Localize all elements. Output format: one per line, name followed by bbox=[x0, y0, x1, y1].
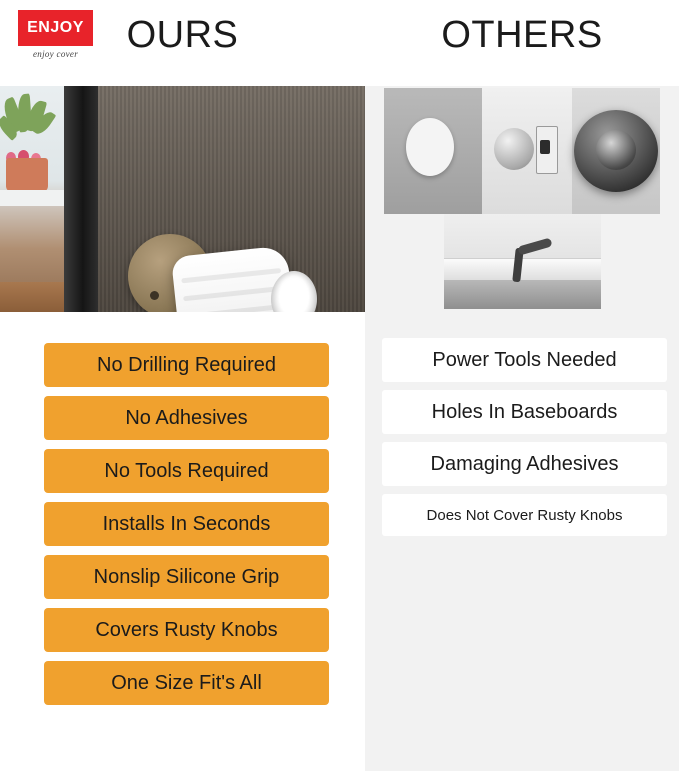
door-frame bbox=[64, 86, 98, 312]
header bbox=[0, 0, 679, 86]
list-item: Power Tools Needed bbox=[382, 338, 667, 382]
ours-feature-list bbox=[44, 343, 329, 714]
door-stop bbox=[510, 242, 556, 282]
list-item: Holes In Baseboards bbox=[382, 390, 667, 434]
list-item: Does Not Cover Rusty Knobs bbox=[382, 494, 667, 536]
list-item: One Size Fit's All bbox=[44, 661, 329, 705]
list-item: Installs In Seconds bbox=[44, 502, 329, 546]
list-item: Damaging Adhesives bbox=[382, 442, 667, 486]
others-doorstop-photo bbox=[444, 214, 601, 309]
logo-text: ENJOY bbox=[27, 19, 84, 36]
others-column bbox=[365, 86, 679, 771]
ours-column bbox=[0, 86, 365, 771]
strike-plate-hole bbox=[540, 140, 550, 154]
list-item: No Tools Required bbox=[44, 449, 329, 493]
others-hardware-photo bbox=[384, 88, 660, 214]
list-item: Covers Rusty Knobs bbox=[44, 608, 329, 652]
ours-product-photo bbox=[0, 86, 365, 312]
chrome-knob-small bbox=[494, 128, 534, 170]
ours-column-title: OURS bbox=[126, 14, 239, 56]
oval-escutcheon bbox=[406, 118, 454, 176]
others-feature-list bbox=[382, 338, 667, 544]
logo-tagline: enjoy cover bbox=[32, 49, 79, 59]
floor-surface bbox=[444, 280, 601, 309]
list-item: No Adhesives bbox=[44, 396, 329, 440]
list-item: No Drilling Required bbox=[44, 343, 329, 387]
flower-pot bbox=[6, 158, 48, 192]
plate-screw bbox=[150, 291, 159, 300]
list-item: Nonslip Silicone Grip bbox=[44, 555, 329, 599]
others-column-title: OTHERS bbox=[441, 14, 603, 56]
chrome-knob-large bbox=[574, 110, 658, 192]
